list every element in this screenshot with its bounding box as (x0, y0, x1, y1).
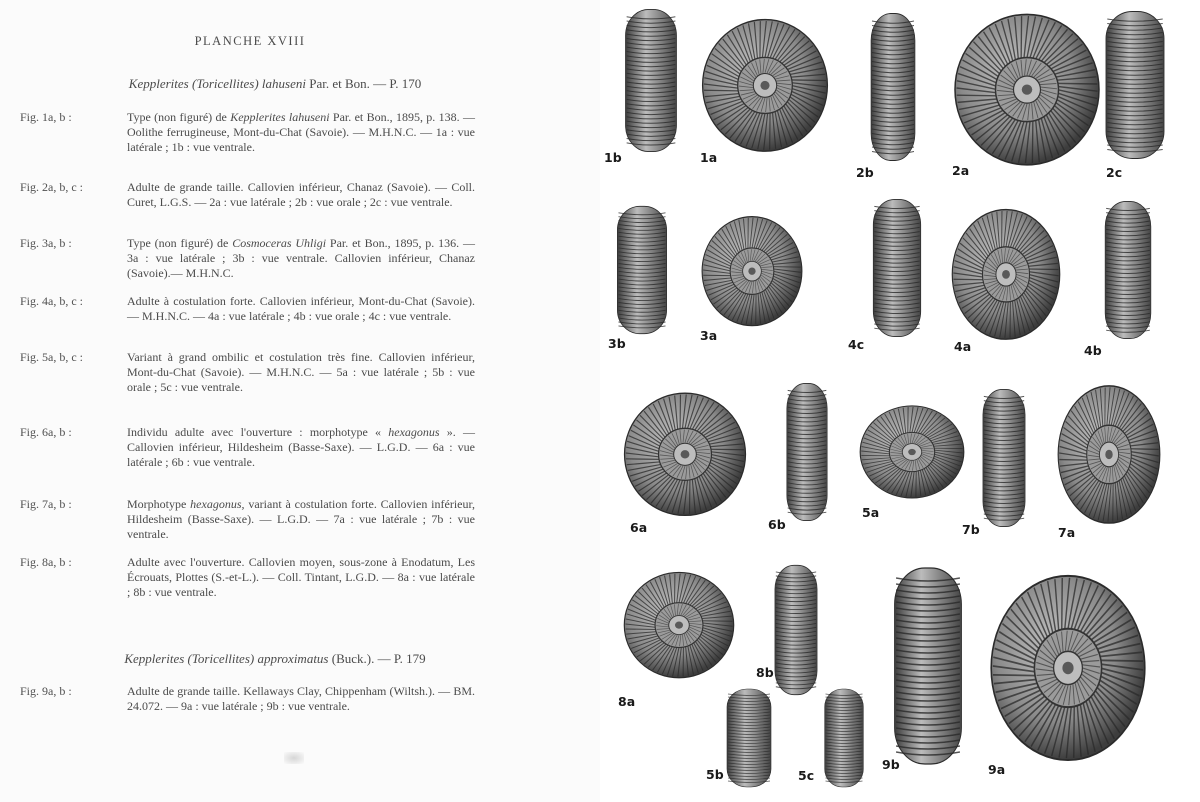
specimen-photo-3b (614, 205, 670, 335)
figure-number-tag: 5c (798, 768, 815, 783)
specimen-photo-6a (622, 388, 748, 518)
figure-description (127, 425, 475, 470)
ammonite-ventral-view (868, 12, 918, 162)
species-author-page: (Buck.). — P. 179 (328, 651, 426, 666)
taxon-name: Cosmoceras Uhligi (232, 236, 327, 250)
taxon-name: hexagonus (388, 425, 440, 439)
figure-description (127, 350, 475, 395)
description-text: Morphotype (127, 497, 191, 511)
figure-label: Fig. 2a, b, c : (20, 180, 83, 194)
ammonite-ventral-view (890, 566, 966, 766)
plate-title: PLANCHE XVIII (194, 34, 306, 48)
figure-number-tag: 3b (608, 336, 626, 351)
ammonite-lateral-view (700, 14, 830, 154)
figure-label: Fig. 9a, b : (20, 684, 72, 698)
ammonite-ventral-view (724, 688, 774, 788)
ammonite-ventral-view (870, 198, 924, 338)
description-text: Par. et Bon., 1895, p. 138. — Oolithe ferrugineuse, Mont-du-Chat (Savoie). — M.H.N.C. — 1a : vue latérale ; 1b : vue ventrale. (127, 110, 475, 154)
description-text: Type (non figuré) de (127, 236, 233, 250)
specimen-photo-9a (988, 568, 1148, 764)
figure-number-tag: 7b (962, 522, 980, 537)
species-subgenus: (Toricellites) (191, 76, 259, 91)
figure-label: Fig. 5a, b, c : (20, 350, 83, 364)
figure-number-tag: 9a (988, 762, 1006, 777)
ammonite-ventral-view (1102, 10, 1168, 160)
specimen-photo-2c (1102, 10, 1168, 160)
figure-number-tag: 2a (952, 163, 970, 178)
specimen-photo-4b (1102, 200, 1154, 340)
page-smudge (284, 752, 304, 764)
description-text: Variant à grand ombilic et costulation très fine. Callovien inférieur, Mont-du-Chat (Savoie). — M.H.N.C. — 5a : vue latérale ; 5b : vue orale ; 5c : vue ventrale. (127, 350, 475, 394)
figure-number-tag: 5a (862, 505, 880, 520)
description-text: Adulte à costulation forte. Callovien inférieur, Mont-du-Chat (Savoie). — M.H.N.C. — 4a : vue latérale ; 4b : vue orale ; 4c : vue ventrale. (127, 294, 475, 323)
figure-label: Fig. 3a, b : (20, 236, 72, 250)
ammonite-lateral-view (622, 568, 736, 680)
species-epithet: lahuseni (261, 76, 306, 91)
specimen-photo-5a (858, 402, 966, 500)
specimen-photo-1b (622, 8, 680, 153)
figure-description (127, 110, 475, 155)
figure-number-tag: 8b (756, 665, 774, 680)
ammonite-ventral-view (822, 688, 866, 788)
ammonite-ventral-view (980, 388, 1028, 528)
species-subgenus: (Toricellites) (187, 651, 255, 666)
figure-number-tag: 7a (1058, 525, 1076, 540)
species-heading-lahuseni (40, 76, 510, 92)
ammonite-lateral-view (700, 212, 804, 328)
specimen-photo-2a (952, 8, 1102, 168)
figure-number-tag: 2b (856, 165, 874, 180)
specimen-photo-5c (822, 688, 866, 788)
ammonite-lateral-view (952, 8, 1102, 168)
figure-number-tag: 6a (630, 520, 648, 535)
species-genus: Kepplerites (128, 76, 189, 91)
specimen-photo-2b (868, 12, 918, 162)
ammonite-ventral-view (772, 564, 820, 696)
ammonite-ventral-view (1102, 200, 1154, 340)
figure-number-tag: 4b (1084, 343, 1102, 358)
ammonite-lateral-view (950, 204, 1062, 342)
specimen-photo-5b (724, 688, 774, 788)
description-text: ». — Callovien inférieur, Hildesheim (Basse-Saxe). — L.G.D. — 6a : vue latérale ; 6b : vue ventrale. (127, 425, 476, 469)
figure-number-tag: 3a (700, 328, 718, 343)
figure-number-tag: 9b (882, 757, 900, 772)
figure-description (127, 180, 475, 210)
ammonite-lateral-view (1056, 380, 1162, 526)
figure-number-tag: 5b (706, 767, 724, 782)
figure-description (127, 684, 475, 714)
figure-number-tag: 2c (1106, 165, 1123, 180)
figure-number-tag: 8a (618, 694, 636, 709)
figure-label: Fig. 7a, b : (20, 497, 72, 511)
taxon-name: hexagonus, (190, 497, 245, 511)
description-text: Type (non figuré) de (127, 110, 231, 124)
figure-description (127, 497, 475, 542)
description-text: Adulte de grande taille. Callovien inférieur, Chanaz (Savoie). — Coll. Curet, L.G.S. — 2a : vue latérale ; 2b : vue orale ; 2c : vue ventrale. (127, 180, 475, 209)
ammonite-ventral-view (614, 205, 670, 335)
specimen-photo-6b (784, 382, 830, 522)
figure-label: Fig. 6a, b : (20, 425, 72, 439)
figure-number-tag: 4a (954, 339, 972, 354)
ammonite-lateral-view (858, 402, 966, 500)
figure-description (127, 236, 475, 281)
description-text: Adulte de grande taille. Kellaways Clay, Chippenham (Wiltsh.). — BM. 24.072. — 9a : vue latérale ; 9b : vue ventrale. (127, 684, 475, 713)
ammonite-lateral-view (988, 568, 1148, 764)
figure-label: Fig. 8a, b : (20, 555, 72, 569)
ammonite-lateral-view (622, 388, 748, 518)
figure-number-tag: 4c (848, 337, 865, 352)
specimen-photo-1a (700, 14, 830, 154)
description-text: Individu adulte avec l'ouverture : morphotype « (127, 425, 389, 439)
description-text: Adulte avec l'ouverture. Callovien moyen, sous-zone à Enodatum, Les Écrouats, Plottes (S.-et-L.). — Coll. Tintant, L.G.D. — 8a : vue latérale ; 8b : vue ventrale. (127, 555, 475, 599)
specimen-photo-3a (700, 212, 804, 328)
specimen-photo-8b (772, 564, 820, 696)
specimen-photo-7b (980, 388, 1028, 528)
description-text: variant à costulation forte. Callovien inférieur, Hildesheim (Basse-Saxe). — L.G.D. — 7a : vue latérale ; 7b : vue ventrale. (127, 497, 475, 541)
specimen-photo-4a (950, 204, 1062, 342)
taxon-name: Kepplerites lahuseni (230, 110, 330, 124)
species-epithet: approximatus (257, 651, 329, 666)
species-author-page: Par. et Bon. — P. 170 (305, 76, 422, 91)
figure-description (127, 294, 475, 324)
species-heading-approximatus (40, 651, 510, 667)
description-text: Par. et Bon., 1895, p. 136. — 3a : vue latérale ; 3b : vue ventrale. Callovien inférieur, Chanaz (Savoie).— M.H.N.C. (127, 236, 476, 280)
specimen-photo-4c (870, 198, 924, 338)
figure-label: Fig. 1a, b : (20, 110, 72, 124)
figure-number-tag: 1a (700, 150, 718, 165)
specimen-photo-8a (622, 568, 736, 680)
ammonite-ventral-view (784, 382, 830, 522)
figure-number-tag: 1b (604, 150, 622, 165)
species-genus: Kepplerites (124, 651, 185, 666)
figure-label: Fig. 4a, b, c : (20, 294, 83, 308)
figure-description (127, 555, 475, 600)
ammonite-ventral-view (622, 8, 680, 153)
figure-number-tag: 6b (768, 517, 786, 532)
specimen-photo-7a (1056, 380, 1162, 526)
specimen-photo-9b (890, 566, 966, 766)
photo-plate (600, 0, 1200, 802)
